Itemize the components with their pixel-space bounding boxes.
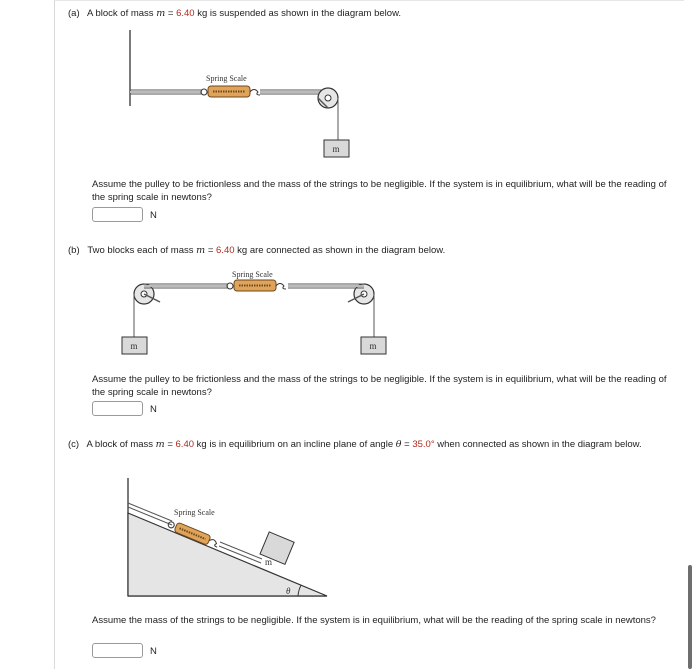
angle-label: θ <box>286 586 291 596</box>
content-frame-top <box>54 0 684 1</box>
part-a-unit: N <box>150 210 157 221</box>
part-b-label: (b) <box>68 245 80 256</box>
part-b-scale-label: Spring Scale <box>232 270 273 279</box>
part-a-scale-label: Spring Scale <box>206 74 247 83</box>
part-c-label: (c) <box>68 439 80 450</box>
part-c-diagram <box>122 476 342 606</box>
part-c-unit: N <box>150 646 157 657</box>
spring-scale <box>227 280 286 291</box>
part-c-question: Assume the mass of the strings to be negligible. If the system is in equilibrium, what will be the reading of the spring scale in newtons? <box>92 615 656 626</box>
part-b-mass-value: 6.40 <box>216 245 235 256</box>
part-b-diagram <box>118 266 398 366</box>
svg-text:m: m <box>130 341 138 351</box>
part-c-angle-value: 35.0° <box>412 439 435 450</box>
part-a-answer-input[interactable] <box>92 207 143 222</box>
part-a-mass-value: 6.40 <box>176 8 195 19</box>
part-b-intro: (b) Two blocks each of mass m = 6.40 kg are connected as shown in the diagram below. <box>68 245 446 256</box>
vertical-scrollbar[interactable] <box>688 565 692 669</box>
svg-text:m: m <box>369 341 377 351</box>
part-b-question: Assume the pulley to be frictionless and the mass of the strings to be negligible. If the system is in equilibrium, what will be the reading of the spring scale in newtons? <box>92 374 667 398</box>
part-c-answer-input[interactable] <box>92 643 143 658</box>
part-c-intro: (c) A block of mass m = 6.40 kg is in equilibrium on an incline plane of angle θ = 35.0° when connected as shown in the diagram below. <box>68 439 642 450</box>
part-b-answer-input[interactable] <box>92 401 143 416</box>
part-a-diagram <box>120 28 360 168</box>
pulley <box>318 88 338 108</box>
svg-text:m: m <box>332 144 340 154</box>
svg-text:m: m <box>265 557 273 567</box>
part-a-intro: (a) A block of mass m = 6.40 kg is suspended as shown in the diagram below. <box>68 8 402 19</box>
content-frame-border <box>54 0 55 669</box>
spring-scale <box>201 86 260 97</box>
part-c-scale-label: Spring Scale <box>174 508 215 517</box>
part-c-mass-value: 6.40 <box>175 439 195 450</box>
incline <box>128 513 327 596</box>
part-b-unit: N <box>150 404 157 415</box>
part-a-question: Assume the pulley to be frictionless and the mass of the strings to be negligible. If the system is in equilibrium, what will be the reading of the spring scale in newtons? <box>92 179 667 203</box>
part-a-label: (a) <box>68 8 80 19</box>
